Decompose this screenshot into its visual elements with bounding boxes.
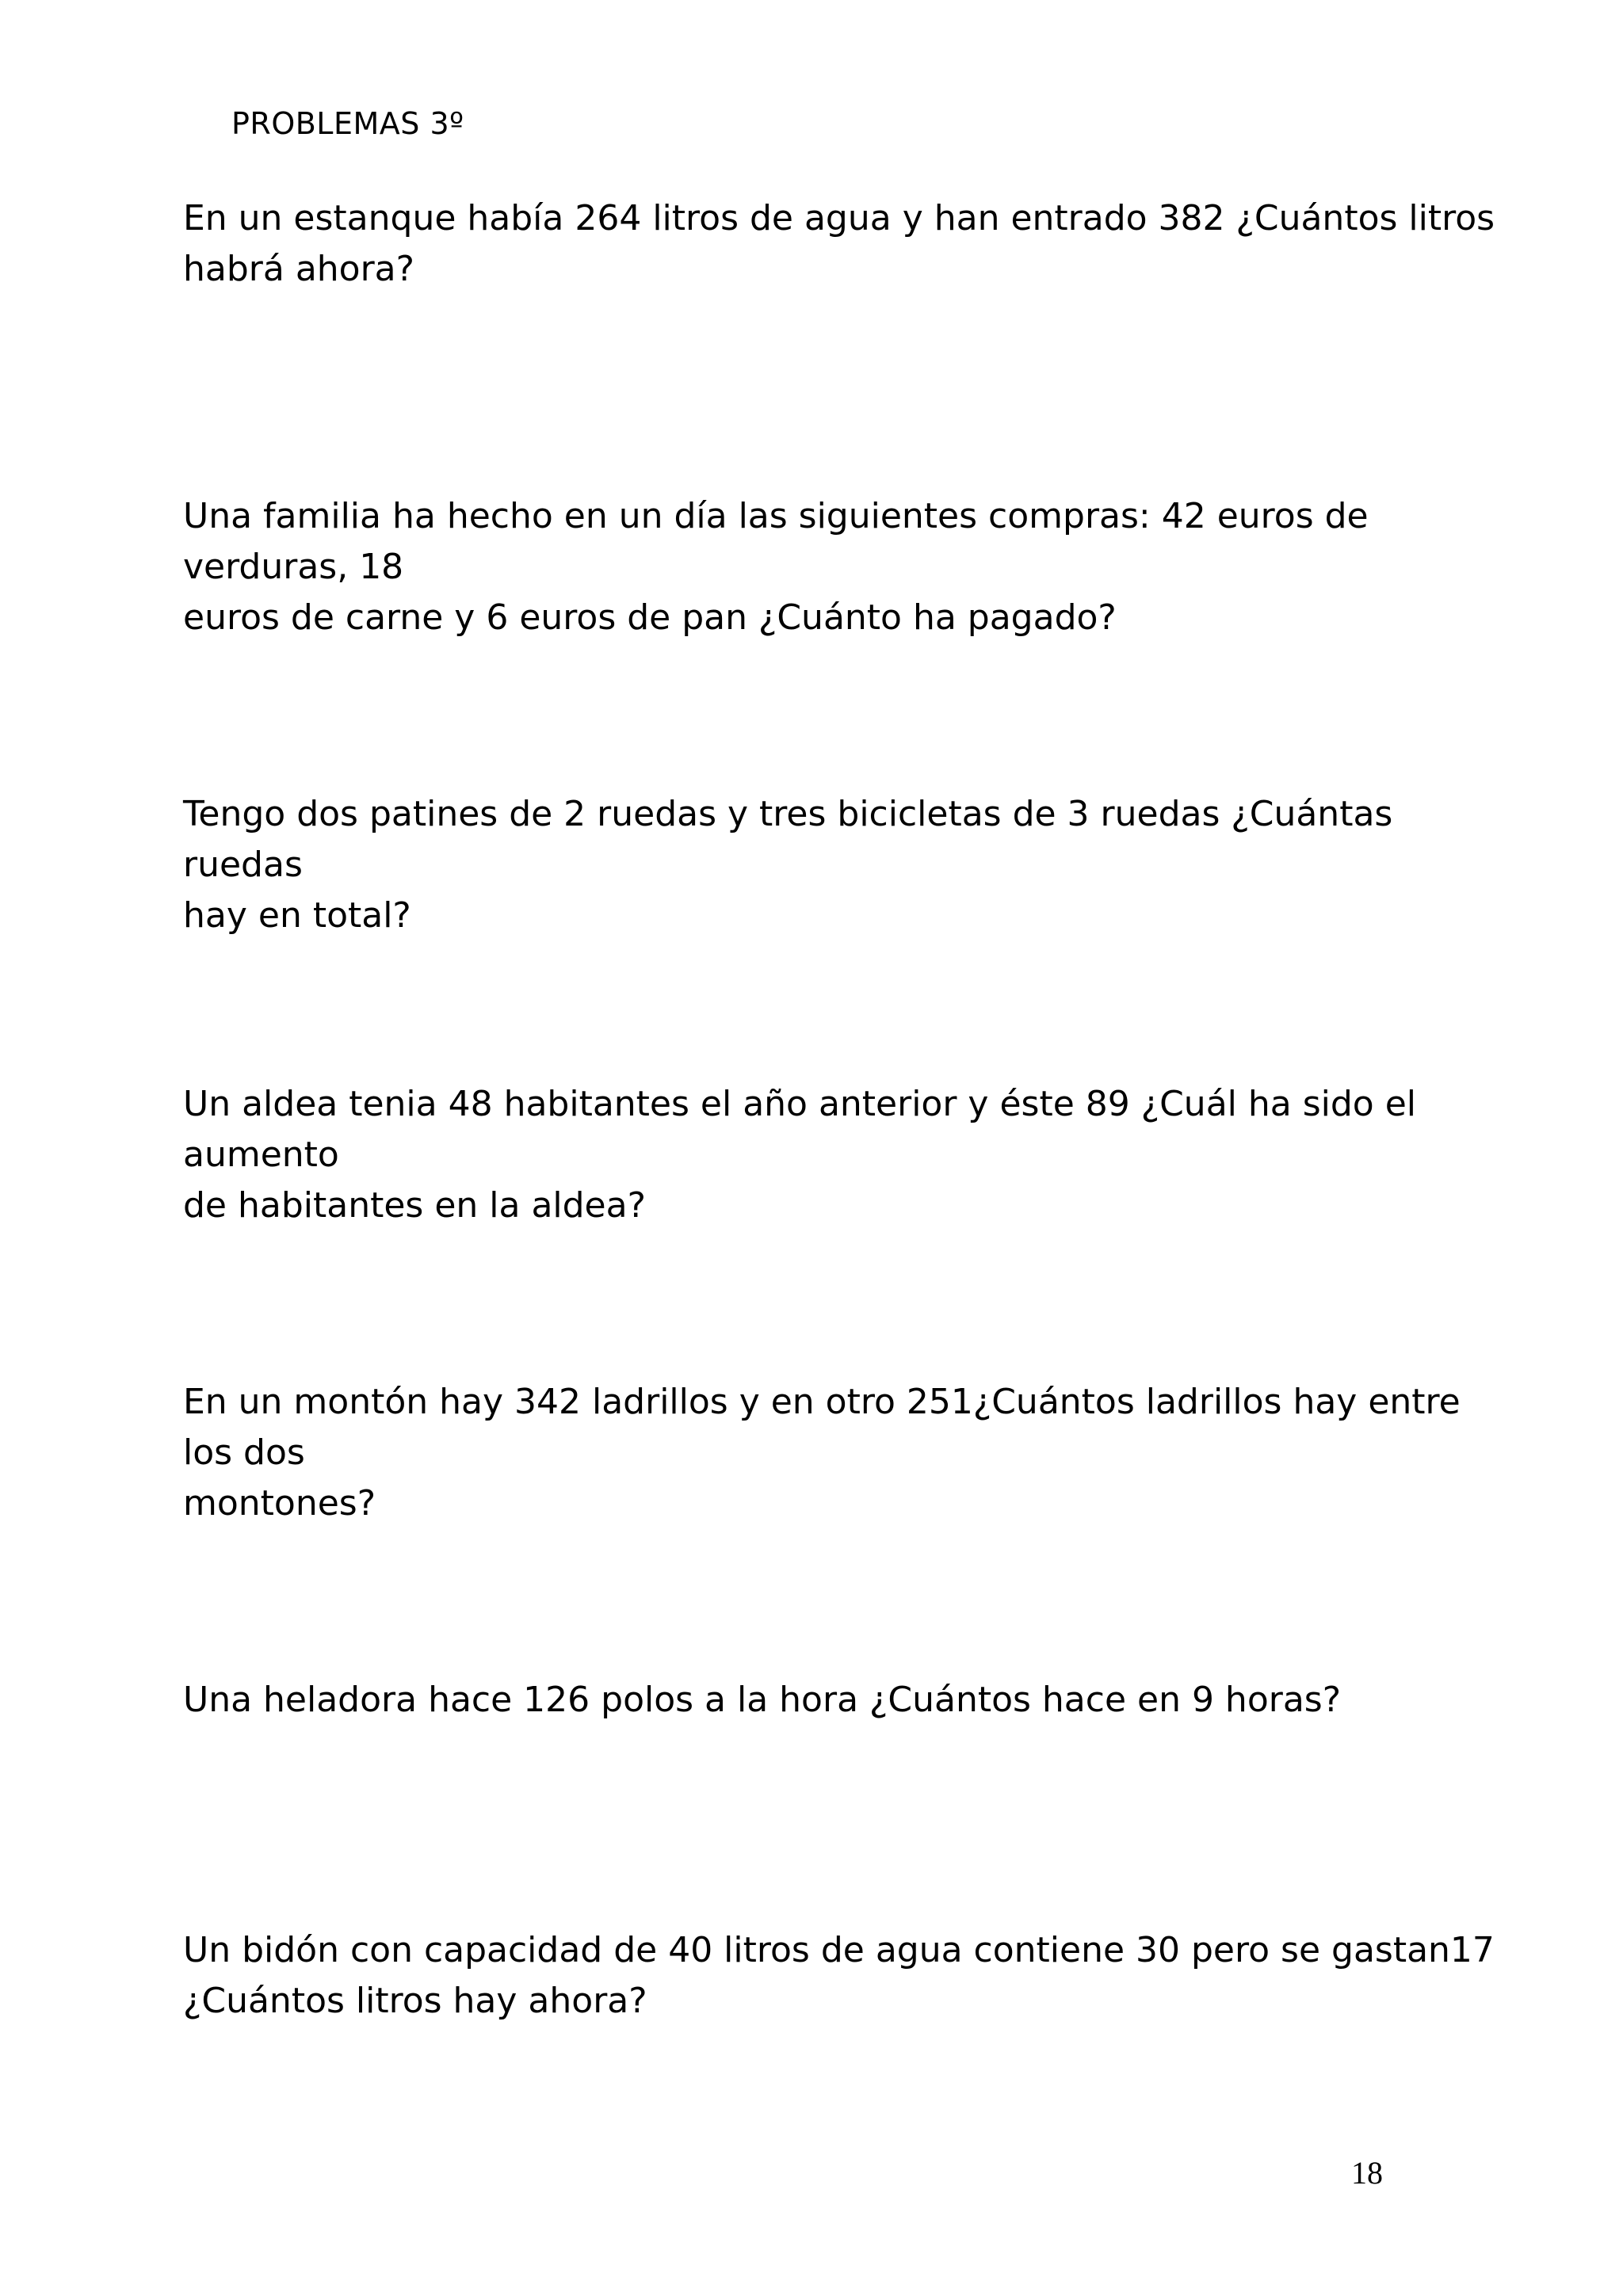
problem-4: Un aldea tenia 48 habitantes el año anterior y éste 89 ¿Cuál ha sido el aumento de habitantes en la aldea?	[183, 1084, 1416, 1226]
problem-1: En un estanque había 264 litros de agua y han entrado 382 ¿Cuántos litros habrá ahora?	[183, 198, 1495, 289]
problem-6: Una heladora hace 126 polos a la hora ¿Cuántos hace en 9 horas?	[183, 1680, 1342, 1720]
page-number: 18	[1351, 2155, 1383, 2191]
problem-2: Una familia ha hecho en un día las siguientes compras: 42 euros de verduras, 18 euros de carne y 6 euros de pan ¿Cuánto ha pagado?	[183, 496, 1369, 638]
page-title: PROBLEMAS 3º	[231, 106, 464, 141]
problem-5: En un montón hay 342 ladrillos y en otro 251¿Cuántos ladrillos hay entre los dos montones?	[183, 1382, 1461, 1524]
problem-7: Un bidón con capacidad de 40 litros de agua contiene 30 pero se gastan17 ¿Cuántos litros hay ahora?	[183, 1930, 1495, 2021]
problem-3: Tengo dos patines de 2 ruedas y tres bicicletas de 3 ruedas ¿Cuántas ruedas hay en total?	[183, 794, 1393, 936]
